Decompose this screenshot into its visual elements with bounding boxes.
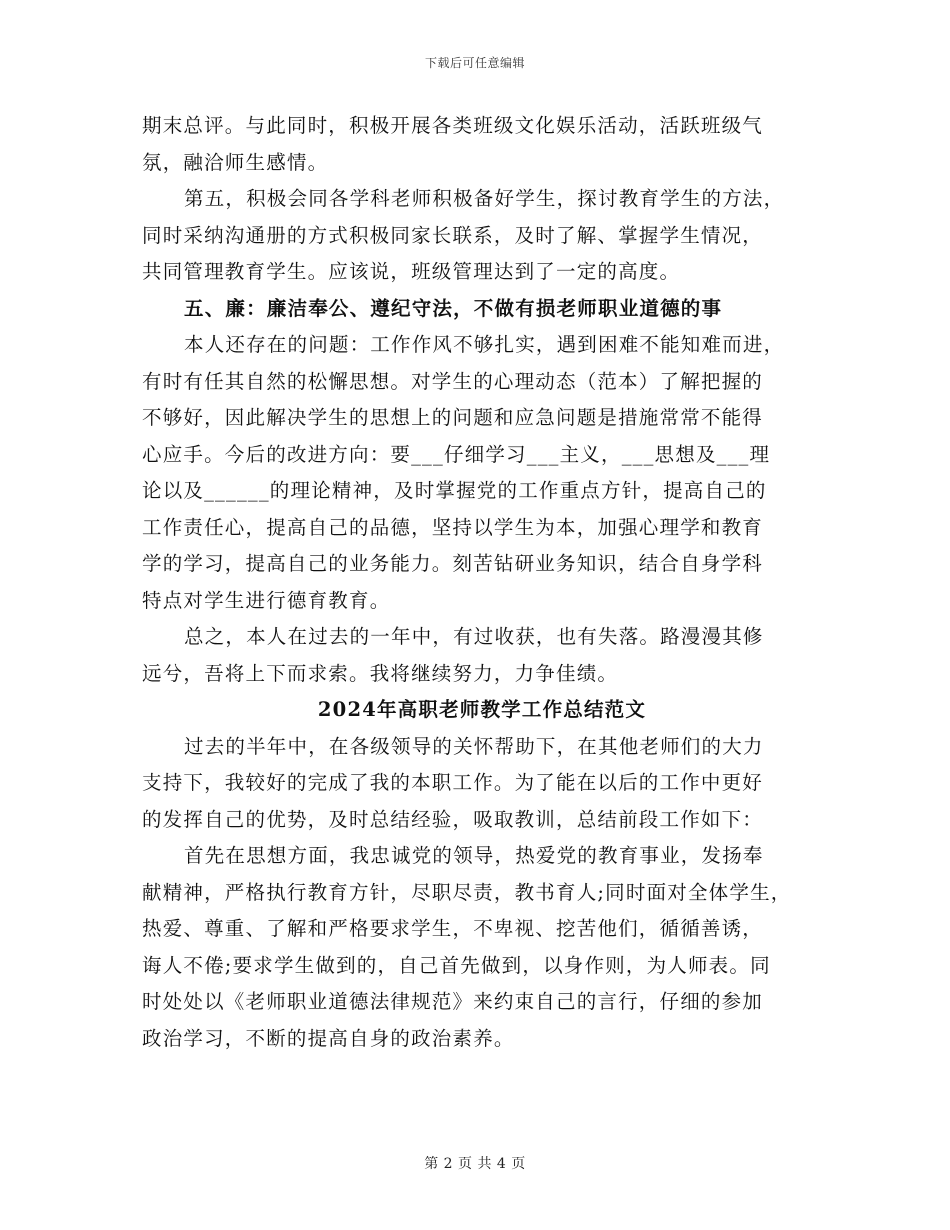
body-line: 学的学习，提高自己的业务能力。刻苦钻研业务知识，结合自身学科 — [142, 552, 764, 575]
paragraph-start: 第五，积极会同各学科老师积极备好学生，探讨教育学生的方法， — [184, 187, 785, 210]
page-number: 第 2 页 共 4 页 — [424, 1156, 526, 1172]
body-line: 热爱、尊重、了解和严格要求学生，不卑视、挖苦他们，循循善诱， — [142, 917, 764, 940]
body-line: 支持下，我较好的完成了我的本职工作。为了能在以后的工作中更好 — [142, 771, 764, 794]
body-line: 同时采纳沟通册的方式积极同家长联系，及时了解、掌握学生情况， — [142, 223, 764, 247]
article-title: 2024年高职老师教学工作总结范文 — [317, 698, 647, 721]
body-line: 工作责任心，提高自己的品德，坚持以学生为本，加强心理学和教育 — [142, 515, 764, 539]
body-line: 论以及______的理论精神，及时掌握党的工作重点方针，提高自己的 — [142, 479, 767, 502]
body-line: 献精神，严格执行教育方针，尽职尽责，教书育人;同时面对全体学生， — [142, 880, 792, 904]
body-line: 的发挥自己的优势，及时总结经验，吸取教训，总结前段工作如下： — [142, 807, 764, 831]
document-body — [142, 108, 822, 1057]
section-heading: 五、廉：廉洁奉公、遵纪守法，不做有损老师职业道德的事 — [184, 296, 723, 320]
paragraph-start: 本人还存在的问题：工作作风不够扎实，遇到困难不能知难而进， — [184, 333, 785, 356]
body-line: 不够好，因此解决学生的思想上的问题和应急问题是措施常常不能得 — [142, 406, 764, 429]
paragraph-start: 过去的半年中，在各级领导的关怀帮助下，在其他老师们的大力 — [184, 734, 764, 758]
paragraph-start: 首先在思想方面，我忠诚党的领导，热爱党的教育事业，发扬奉 — [184, 844, 764, 867]
body-line: 氛，融洽师生感情。 — [142, 150, 329, 174]
body-line: 政治学习，不断的提高自身的政治素养。 — [142, 1026, 515, 1050]
body-line: 远兮，吾将上下而求索。我将继续努力，力争佳绩。 — [142, 661, 619, 685]
body-line: 有时有任其自然的松懈思想。对学生的心理动态（范本）了解把握的 — [142, 369, 764, 393]
body-line: 心应手。今后的改进方向：要___仔细学习___主义，___思想及___理 — [142, 442, 771, 466]
body-line: 共同管理教育学生。应该说，班级管理达到了一定的高度。 — [142, 260, 681, 283]
paragraph-start: 总之，本人在过去的一年中，有过收获，也有失落。路漫漫其修 — [184, 625, 764, 648]
body-line: 特点对学生进行德育教育。 — [142, 588, 391, 612]
page-header-note: 下载后可任意编辑 — [424, 56, 525, 70]
body-line: 期末总评。与此同时，积极开展各类班级文化娱乐活动，活跃班级气 — [142, 114, 764, 137]
body-line: 时处处以《老师职业道德法律规范》来约束自己的言行，仔细的参加 — [142, 990, 764, 1013]
body-line: 诲人不倦;要求学生做到的，自己首先做到，以身作则，为人师表。同 — [142, 953, 771, 977]
